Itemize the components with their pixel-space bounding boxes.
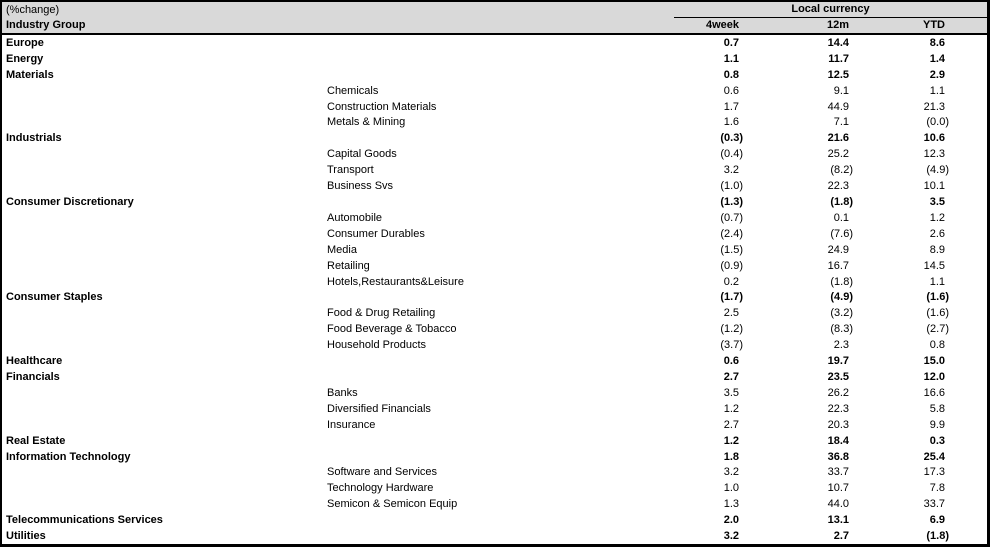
value-cell: 12.3 — [923, 148, 945, 161]
subsector-name-cell: Food & Drug Retailing — [327, 307, 436, 320]
value-cell: 2.7 — [833, 530, 849, 543]
value-cell: 2.0 — [723, 514, 739, 527]
value-cell: (1.6) — [926, 291, 949, 304]
subsector-name-cell: Capital Goods — [327, 148, 397, 161]
value-cell: (2.4) — [720, 227, 743, 240]
table-row — [2, 51, 987, 67]
value-cell: 12.5 — [827, 68, 849, 81]
value-cell: 20.3 — [827, 418, 849, 431]
value-cell: (0.0) — [926, 116, 949, 129]
value-cell: (2.7) — [926, 323, 949, 336]
local-currency-group-header: Local currency — [674, 2, 987, 18]
subsector-name-cell: Hotels,Restaurants&Leisure — [327, 275, 464, 288]
subsector-name-cell: Automobile — [327, 211, 383, 224]
table-row — [2, 321, 987, 337]
table-row — [2, 146, 987, 162]
value-cell: (0.4) — [720, 148, 743, 161]
sector-name-cell: Industrials — [6, 132, 62, 145]
subsector-name-cell: Household Products — [327, 339, 427, 352]
value-cell: (1.6) — [926, 307, 949, 320]
value-cell: 1.2 — [723, 434, 739, 447]
header-row-columns — [2, 18, 987, 34]
table-row — [2, 385, 987, 401]
value-cell: 9.9 — [929, 418, 945, 431]
subsector-name-cell: Metals & Mining — [327, 116, 406, 129]
table-row — [2, 464, 987, 480]
table-row — [2, 480, 987, 496]
value-cell: (1.0) — [720, 180, 743, 193]
subsector-name-cell: Banks — [327, 386, 358, 399]
sector-name-cell: Consumer Staples — [6, 291, 103, 304]
sector-name-cell: Utilities — [6, 530, 46, 543]
table-row — [2, 290, 987, 306]
value-cell: 21.3 — [923, 100, 945, 113]
value-cell: 10.7 — [827, 482, 849, 495]
value-cell: 6.9 — [929, 514, 945, 527]
value-cell: 26.2 — [827, 386, 849, 399]
subsector-name-cell: Semicon & Semicon Equip — [327, 498, 458, 511]
sector-name-cell: Healthcare — [6, 355, 63, 368]
value-cell: (3.2) — [830, 307, 853, 320]
value-cell: 1.1 — [723, 52, 739, 65]
table-row — [2, 67, 987, 83]
sector-name-cell: Real Estate — [6, 434, 66, 447]
value-cell: 23.5 — [827, 370, 849, 383]
sector-name-cell: Financials — [6, 370, 60, 383]
table-row — [2, 130, 987, 146]
subsector-name-cell: Consumer Durables — [327, 227, 425, 240]
value-cell: 10.6 — [923, 132, 945, 145]
table-row — [2, 242, 987, 258]
column-header-12m: 12m — [826, 19, 849, 32]
value-cell: (1.3) — [720, 196, 743, 209]
value-cell: 3.2 — [723, 164, 739, 177]
value-cell: (1.7) — [720, 291, 743, 304]
value-cell: 33.7 — [923, 498, 945, 511]
table-row — [2, 337, 987, 353]
value-cell: 1.6 — [723, 116, 739, 129]
value-cell: 1.3 — [723, 498, 739, 511]
value-cell: 7.8 — [929, 482, 945, 495]
subsector-name-cell: Technology Hardware — [327, 482, 434, 495]
value-cell: 22.3 — [827, 180, 849, 193]
value-cell: 36.8 — [827, 450, 849, 463]
value-cell: (0.7) — [720, 211, 743, 224]
subsector-name-cell: Diversified Financials — [327, 402, 431, 415]
subsector-name-cell: Transport — [327, 164, 374, 177]
value-cell: 16.7 — [827, 259, 849, 272]
table-row — [2, 528, 987, 544]
value-cell: 2.6 — [929, 227, 945, 240]
value-cell: (1.8) — [830, 196, 853, 209]
value-cell: 0.8 — [929, 339, 945, 352]
value-cell: 8.6 — [929, 36, 945, 49]
sector-name-cell: Information Technology — [6, 450, 131, 463]
sector-name-cell: Materials — [6, 68, 54, 81]
table-row — [2, 512, 987, 528]
header-row-groups — [2, 2, 987, 18]
table-row — [2, 226, 987, 242]
value-cell: (8.3) — [830, 323, 853, 336]
table-header — [2, 2, 987, 35]
value-cell: (3.7) — [720, 339, 743, 352]
value-cell: 14.5 — [923, 259, 945, 272]
value-cell: 1.2 — [929, 211, 945, 224]
value-cell: 25.2 — [827, 148, 849, 161]
value-cell: 3.5 — [723, 386, 739, 399]
sector-name-cell: Europe — [6, 36, 44, 49]
value-cell: 0.3 — [929, 434, 945, 447]
value-cell: 16.6 — [923, 386, 945, 399]
table-row — [2, 162, 987, 178]
value-cell: 15.0 — [923, 355, 945, 368]
table-row — [2, 35, 987, 51]
value-cell: 0.2 — [723, 275, 739, 288]
value-cell: 24.9 — [827, 243, 849, 256]
table-row — [2, 210, 987, 226]
value-cell: 8.9 — [929, 243, 945, 256]
value-cell: 2.3 — [833, 339, 849, 352]
value-cell: 12.0 — [923, 370, 945, 383]
column-header-ytd: YTD — [923, 19, 945, 32]
subsector-name-cell: Construction Materials — [327, 100, 437, 113]
subsector-name-cell: Business Svs — [327, 180, 394, 193]
value-cell: 1.2 — [723, 402, 739, 415]
table-row — [2, 417, 987, 433]
subsector-name-cell: Software and Services — [327, 466, 438, 479]
value-cell: 7.1 — [833, 116, 849, 129]
value-cell: 1.8 — [723, 450, 739, 463]
value-cell: 22.3 — [827, 402, 849, 415]
value-cell: 9.1 — [833, 84, 849, 97]
value-cell: 1.0 — [723, 482, 739, 495]
table-row — [2, 194, 987, 210]
table-row — [2, 353, 987, 369]
value-cell: 25.4 — [923, 450, 945, 463]
value-cell: 1.4 — [929, 52, 945, 65]
subsector-name-cell: Insurance — [327, 418, 376, 431]
sector-name-cell: Consumer Discretionary — [6, 196, 134, 209]
value-cell: 14.4 — [827, 36, 849, 49]
value-cell: (1.8) — [926, 530, 949, 543]
subsector-name-cell: Retailing — [327, 259, 370, 272]
value-cell: (4.9) — [830, 291, 853, 304]
table-row — [2, 369, 987, 385]
value-cell: 18.4 — [827, 434, 849, 447]
value-cell: 0.7 — [723, 36, 739, 49]
subsector-name-cell: Food Beverage & Tobacco — [327, 323, 457, 336]
value-cell: 0.6 — [723, 84, 739, 97]
table-body — [2, 35, 987, 544]
table-row — [2, 433, 987, 449]
value-cell: 17.3 — [923, 466, 945, 479]
sector-name-cell: Telecommunications Services — [6, 514, 163, 527]
value-cell: 1.1 — [929, 275, 945, 288]
value-cell: 13.1 — [827, 514, 849, 527]
value-cell: (1.8) — [830, 275, 853, 288]
table-row — [2, 449, 987, 465]
value-cell: (4.9) — [926, 164, 949, 177]
subsector-name-cell: Chemicals — [327, 84, 379, 97]
value-cell: 44.0 — [827, 498, 849, 511]
table-row — [2, 258, 987, 274]
value-cell: 21.6 — [827, 132, 849, 145]
table-row — [2, 496, 987, 512]
table-row — [2, 178, 987, 194]
value-cell: 2.7 — [723, 370, 739, 383]
industry-group-header: Industry Group — [6, 19, 86, 32]
value-cell: 3.5 — [929, 196, 945, 209]
value-cell: (8.2) — [830, 164, 853, 177]
value-cell: 0.1 — [833, 211, 849, 224]
table-row — [2, 83, 987, 99]
percent-change-label: (%change) — [6, 3, 60, 16]
value-cell: (1.2) — [720, 323, 743, 336]
value-cell: 1.7 — [723, 100, 739, 113]
table-row — [2, 274, 987, 290]
sector-name-cell: Energy — [6, 52, 44, 65]
value-cell: 3.2 — [723, 466, 739, 479]
value-cell: (0.9) — [720, 259, 743, 272]
value-cell: 44.9 — [827, 100, 849, 113]
value-cell: 0.6 — [723, 355, 739, 368]
table-row — [2, 115, 987, 131]
column-header-4week: 4week — [705, 19, 739, 32]
value-cell: 3.2 — [723, 530, 739, 543]
value-cell: 2.9 — [929, 68, 945, 81]
value-cell: 19.7 — [827, 355, 849, 368]
value-cell: 0.8 — [723, 68, 739, 81]
subsector-name-cell: Media — [327, 243, 357, 256]
table-row — [2, 99, 987, 115]
value-cell: 33.7 — [827, 466, 849, 479]
value-cell: 10.1 — [923, 180, 945, 193]
value-cell: (1.5) — [720, 243, 743, 256]
value-cell: 2.5 — [723, 307, 739, 320]
value-cell: 5.8 — [929, 402, 945, 415]
table-row — [2, 401, 987, 417]
table-row — [2, 305, 987, 321]
value-cell: 11.7 — [828, 52, 849, 65]
value-cell: 2.7 — [723, 418, 739, 431]
value-cell: 1.1 — [929, 84, 945, 97]
value-cell: (7.6) — [830, 227, 853, 240]
value-cell: (0.3) — [720, 132, 743, 145]
